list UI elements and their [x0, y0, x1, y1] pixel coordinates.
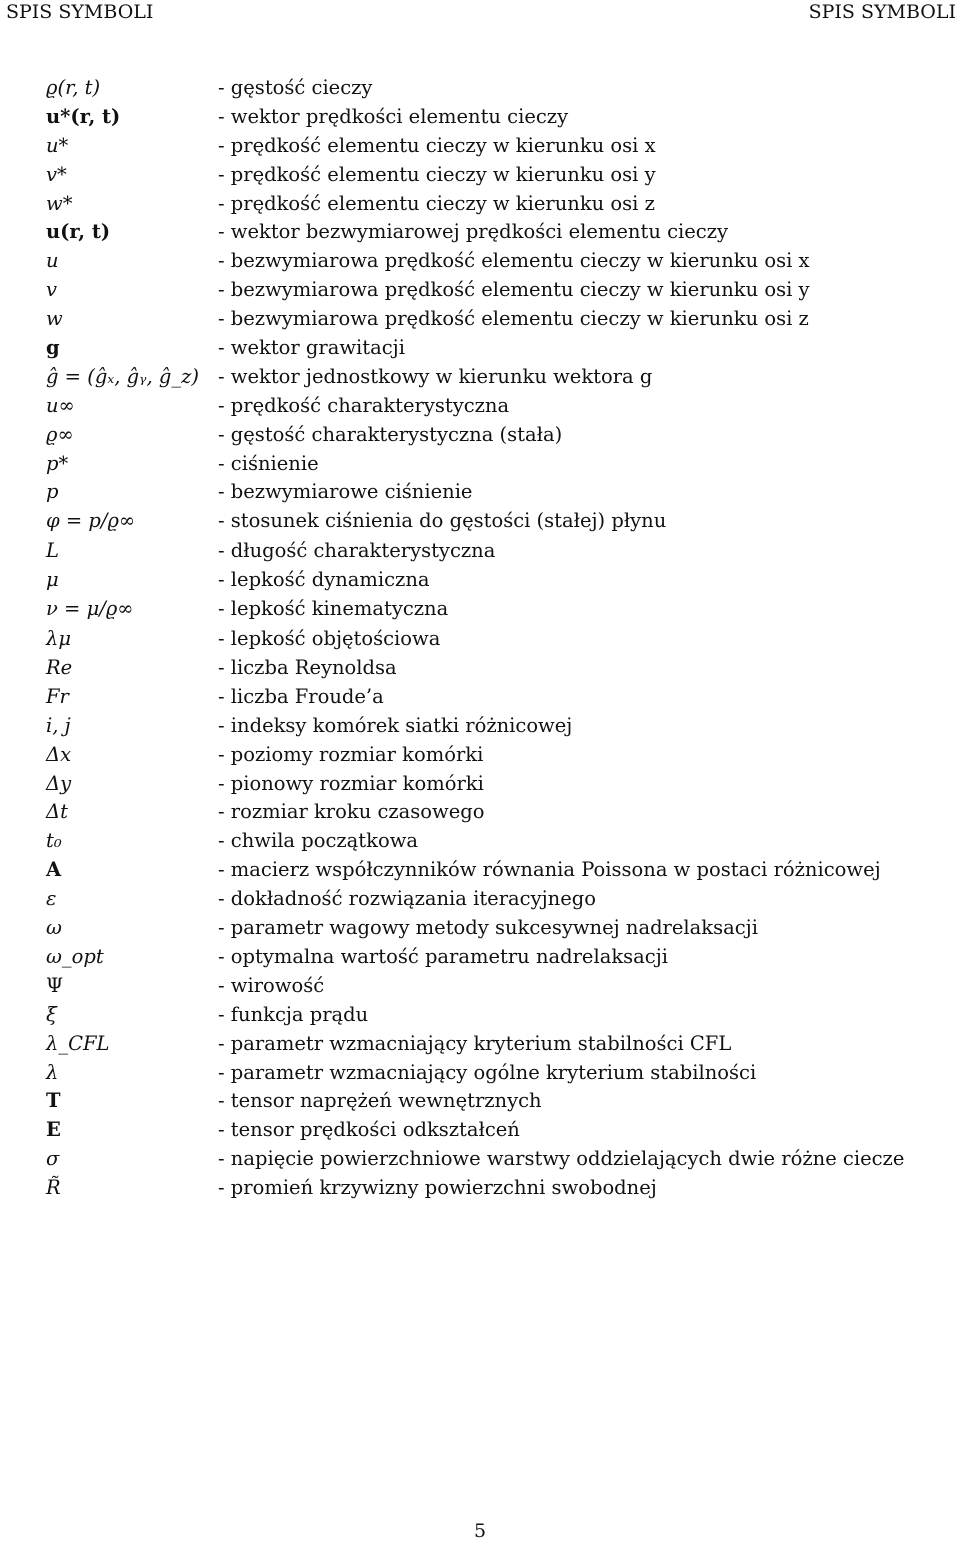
symbol-row — [46, 450, 946, 479]
symbol-notation: Δx — [46, 742, 72, 766]
symbol-description: - wektor bezwymiarowej prędkości elementu cieczy — [218, 220, 728, 244]
symbol-notation: v* — [46, 162, 67, 186]
symbol-notation: t₀ — [46, 829, 62, 853]
symbol-description: - indeksy komórek siatki różnicowej — [218, 713, 573, 737]
symbol-notation: A — [46, 858, 62, 882]
running-head — [0, 0, 960, 26]
symbol-notation: u∞ — [46, 393, 75, 417]
symbol-description: - prędkość elementu cieczy w kierunku osi x — [218, 133, 656, 157]
symbol-description: - promień krzywizny powierzchni swobodnej — [218, 1176, 657, 1200]
symbol-notation: ϱ∞ — [46, 422, 74, 446]
symbol-description: - rozmiar kroku czasowego — [218, 800, 485, 824]
symbol-row — [46, 885, 946, 914]
symbol-description: - napięcie powierzchniowe warstwy oddzielających dwie różne ciecze — [218, 1147, 905, 1171]
symbol-description: - wektor prędkości elementu cieczy — [218, 104, 569, 128]
symbol-row — [46, 1001, 946, 1030]
symbol-description: - parametr wzmacniający ogólne kryterium stabilności — [218, 1060, 757, 1084]
symbol-row — [46, 595, 946, 625]
symbol-notation: u* — [46, 133, 69, 157]
symbol-description: - prędkość elementu cieczy w kierunku osi y — [218, 162, 656, 186]
symbol-row — [46, 856, 946, 885]
symbol-description: - wirowość — [218, 973, 325, 997]
symbol-row — [46, 712, 946, 741]
symbol-row — [46, 507, 946, 537]
symbol-row — [46, 566, 946, 595]
symbol-row — [46, 1174, 946, 1203]
symbol-description: - poziomy rozmiar komórki — [218, 742, 484, 766]
symbol-row — [46, 1116, 946, 1145]
symbol-notation: ξ — [46, 1002, 57, 1026]
symbol-row — [46, 334, 946, 363]
symbol-row — [46, 798, 946, 827]
symbol-description: - tensor prędkości odkształceń — [218, 1118, 520, 1142]
symbol-description: - bezwymiarowe ciśnienie — [218, 480, 473, 504]
symbol-description: - prędkość charakterystyczna — [218, 393, 510, 417]
symbol-notation: μ — [46, 568, 59, 592]
symbol-row — [46, 827, 946, 856]
symbol-description: - parametr wzmacniający kryterium stabilności CFL — [218, 1031, 732, 1055]
symbol-description: - macierz współczynników równania Poissona w postaci różnicowej — [218, 858, 881, 882]
symbol-row — [46, 1030, 946, 1059]
symbol-row — [46, 537, 946, 566]
symbol-description: - wektor grawitacji — [218, 336, 405, 360]
symbol-description: - ciśnienie — [218, 451, 319, 475]
symbol-notation: Ψ — [46, 973, 64, 997]
symbol-notation: Δy — [46, 771, 72, 795]
running-head-left: SPIS SYMBOLI — [6, 1, 154, 23]
symbol-description: - gęstość cieczy — [218, 76, 373, 99]
symbol-notation: E — [46, 1118, 61, 1142]
symbol-notation: u(r, t) — [46, 220, 111, 244]
symbol-description: - dokładność rozwiązania iteracyjnego — [218, 887, 596, 911]
symbol-notation: ĝ = (ĝₓ, ĝᵧ, ĝ_z) — [46, 364, 199, 388]
symbol-row — [46, 478, 946, 507]
symbol-row — [46, 421, 946, 450]
symbol-notation: λ_CFL — [46, 1031, 110, 1055]
symbol-row — [46, 741, 946, 770]
symbol-description: - chwila początkowa — [218, 829, 419, 853]
symbol-notation: R̃ — [46, 1176, 61, 1200]
symbol-row — [46, 654, 946, 683]
symbol-description: - bezwymiarowa prędkość elementu cieczy w kierunku osi y — [218, 278, 810, 302]
symbol-list — [46, 74, 946, 1203]
symbol-row — [46, 276, 946, 305]
page-number: 5 — [473, 1520, 487, 1542]
symbol-notation: w* — [46, 191, 73, 215]
symbol-notation: u — [46, 249, 59, 273]
symbol-notation: φ = p/ϱ∞ — [46, 509, 136, 533]
symbol-notation: σ — [46, 1147, 60, 1171]
symbol-row — [46, 972, 946, 1001]
symbol-notation: p — [46, 480, 59, 504]
symbol-notation: Fr — [46, 684, 69, 708]
symbol-description: - długość charakterystyczna — [218, 539, 496, 563]
symbol-row — [46, 218, 946, 247]
symbol-notation: w — [46, 307, 63, 331]
symbol-notation: Δt — [46, 800, 68, 824]
symbol-row — [46, 161, 946, 190]
symbol-notation: ϱ(r, t) — [46, 76, 101, 99]
symbol-row — [46, 247, 946, 276]
symbol-row — [46, 392, 946, 421]
symbol-description: - parametr wagowy metody sukcesywnej nadrelaksacji — [218, 916, 758, 940]
symbol-description: - liczba Reynoldsa — [218, 656, 397, 680]
symbol-notation: ω — [46, 916, 62, 940]
symbol-description: - bezwymiarowa prędkość elementu cieczy w kierunku osi x — [218, 249, 810, 273]
symbol-notation: p* — [46, 451, 69, 475]
symbol-description: - liczba Froude’a — [218, 684, 384, 708]
symbol-description: - gęstość charakterystyczna (stała) — [218, 422, 563, 446]
symbol-notation: ν = μ/ϱ∞ — [46, 597, 134, 621]
symbol-row — [46, 132, 946, 161]
symbol-row — [46, 683, 946, 712]
symbol-row — [46, 943, 946, 972]
symbol-row — [46, 1145, 946, 1174]
symbol-notation: v — [46, 278, 58, 302]
symbol-notation: g — [46, 336, 60, 360]
symbol-description: - lepkość kinematyczna — [218, 597, 449, 621]
symbol-row — [46, 914, 946, 943]
symbol-notation: λμ — [46, 627, 72, 651]
symbol-description: - stosunek ciśnienia do gęstości (stałej) płynu — [218, 509, 667, 533]
symbol-row — [46, 305, 946, 334]
symbol-description: - funkcja prądu — [218, 1002, 369, 1026]
symbol-notation: ω_opt — [46, 944, 104, 968]
symbol-row — [46, 74, 946, 103]
symbol-row — [46, 363, 946, 392]
symbol-notation: L — [46, 539, 59, 563]
symbol-row — [46, 770, 946, 799]
symbol-row — [46, 103, 946, 132]
symbol-description: - wektor jednostkowy w kierunku wektora g — [218, 364, 653, 388]
symbol-row — [46, 1059, 946, 1088]
symbol-notation: λ — [46, 1060, 59, 1084]
symbol-description: - tensor naprężeń wewnętrznych — [218, 1089, 542, 1113]
symbol-row — [46, 190, 946, 219]
running-head-right: SPIS SYMBOLI — [808, 1, 956, 23]
symbol-notation: Re — [46, 656, 73, 680]
symbol-description: - optymalna wartość parametru nadrelaksacji — [218, 944, 668, 968]
symbol-notation: ε — [46, 887, 57, 911]
symbol-description: - lepkość objętościowa — [218, 627, 441, 651]
symbol-description: - lepkość dynamiczna — [218, 568, 430, 592]
symbol-description: - pionowy rozmiar komórki — [218, 771, 484, 795]
symbol-row — [46, 1087, 946, 1116]
symbol-description: - prędkość elementu cieczy w kierunku osi z — [218, 191, 655, 215]
symbol-description: - bezwymiarowa prędkość elementu cieczy w kierunku osi z — [218, 307, 809, 331]
symbol-row — [46, 625, 946, 654]
symbol-notation: i, j — [46, 713, 71, 737]
symbol-notation: T — [46, 1089, 61, 1113]
symbol-notation: u*(r, t) — [46, 104, 121, 128]
